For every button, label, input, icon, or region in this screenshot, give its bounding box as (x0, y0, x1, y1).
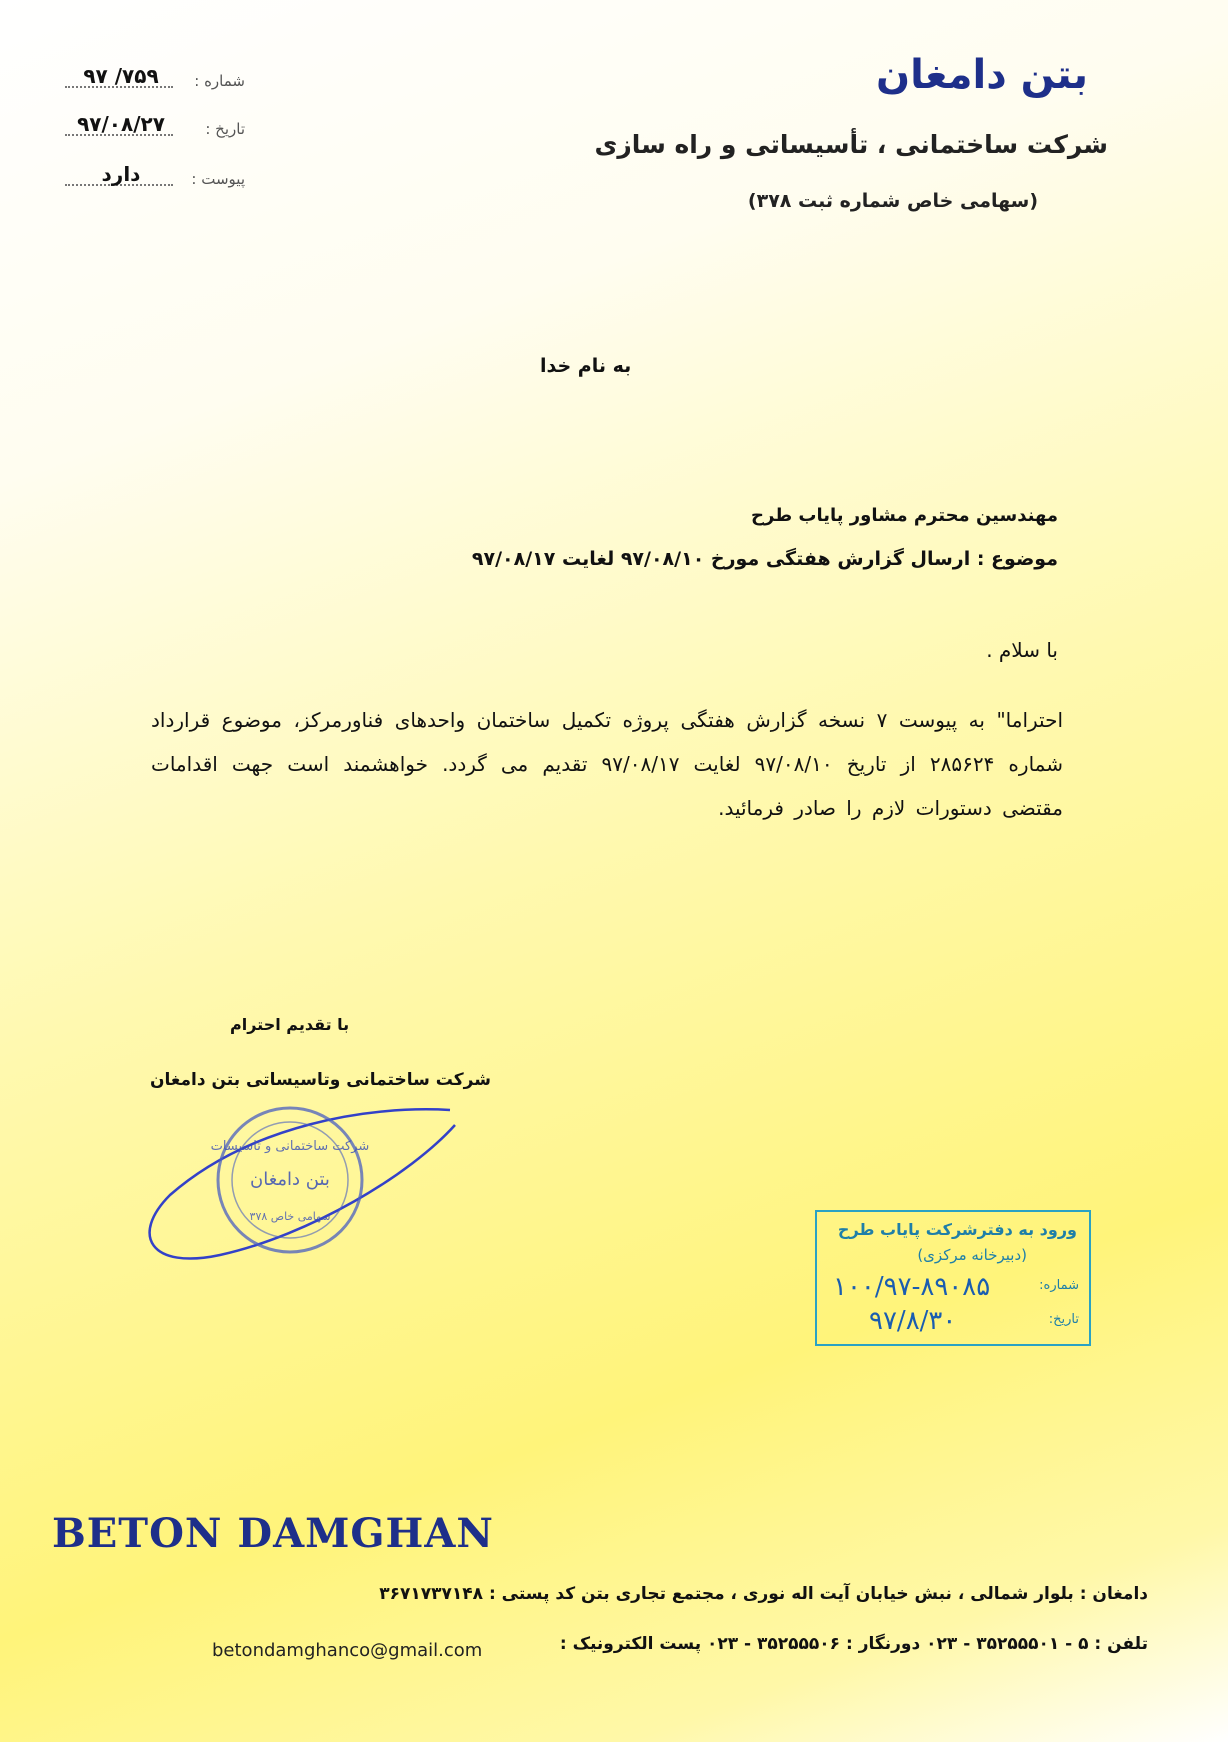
meta-number-label: شماره : (194, 72, 245, 90)
seal-text-line2: بتن دامغان (250, 1169, 330, 1190)
company-registration: (سهامی خاص شماره ثبت ۳۷۸) (747, 190, 1038, 212)
meta-attachment-value: دارد (101, 162, 141, 186)
meta-date-value: ۹۷/۰۸/۲۷ (77, 112, 165, 136)
footer-phones: تلفن : ۵ - ۳۵۲۵۵۵۰۱ - ۰۲۳ دورنگار : ۳۵۲۵۵۵۰۶ - ۰۲۳ پست الکترونیک : (559, 1634, 1148, 1654)
meta-date-label: تاریخ : (205, 120, 245, 138)
meta-date-row (65, 110, 245, 140)
company-name: بتن دامغان (875, 52, 1088, 98)
company-seal-stamp (130, 1085, 460, 1285)
subject-line: موضوع : ارسال گزارش هفتگی مورخ ۹۷/۰۸/۱۰ لغایت ۹۷/۰۸/۱۷ (471, 548, 1058, 570)
recipient-line: مهندسین محترم مشاور پایاب طرح (751, 505, 1058, 526)
letter-body: احتراما" به پیوست ۷ نسخه گزارش هفتگی پروژه تکمیل ساختمان واحدهای فناورمرکز، موضوع قرارداد شماره ۲۸۵۶۲۴ از تاریخ ۹۷/۰۸/۱۰ لغایت ۹۷/۰۸/۱۷ تقدیم می گردد. خواهشمند است جهت اقدامات مقتضی دستورات لازم را صادر فرمائید. (151, 708, 1063, 820)
company-description: شرکت ساختمانی ، تأسیساتی و راه سازی (594, 130, 1108, 159)
seal-text-line1: شرکت ساختمانی و تاسیسات (210, 1139, 370, 1154)
receipt-stamp-number-label: شماره: (1039, 1278, 1079, 1293)
signatory-line: شرکت ساختمانی وتاسیساتی بتن دامغان (150, 1070, 491, 1090)
receipt-stamp (815, 1210, 1091, 1346)
meta-number-value: ۹۷ /۷۵۹ (83, 64, 159, 88)
meta-attachment-row (65, 160, 245, 190)
meta-attachment-label: پیوست : (191, 170, 245, 188)
receipt-stamp-title: ورود به دفترشرکت پایاب طرح (837, 1220, 1077, 1239)
meta-number-row (65, 62, 245, 92)
footer-email: betondamghanco@gmail.com (212, 1640, 483, 1661)
footer-address: دامغان : بلوار شمالی ، نبش خیابان آیت اله نوری ، مجتمع تجاری بتن کد پستی : ۳۶۷۱۷۳۷۱۴۸ (379, 1584, 1148, 1604)
greeting-line: با سلام . (986, 638, 1058, 662)
receipt-stamp-subtitle: (دبیرخانه مرکزی) (917, 1246, 1027, 1264)
company-latin-name: BETON DAMGHAN (52, 1510, 494, 1557)
receipt-stamp-date-value: ۹۷/۸/۳۰ (869, 1306, 957, 1336)
receipt-stamp-date-label: تاریخ: (1048, 1312, 1079, 1327)
receipt-stamp-number-value: ۱۰۰/۹۷-۸۹۰۸۵ (833, 1272, 991, 1302)
closing-line: با تقدیم احترام (230, 1015, 350, 1034)
seal-text-line3: سهامی خاص ۳۷۸ (249, 1210, 331, 1223)
bismillah-heading: به نام خدا (540, 355, 632, 377)
